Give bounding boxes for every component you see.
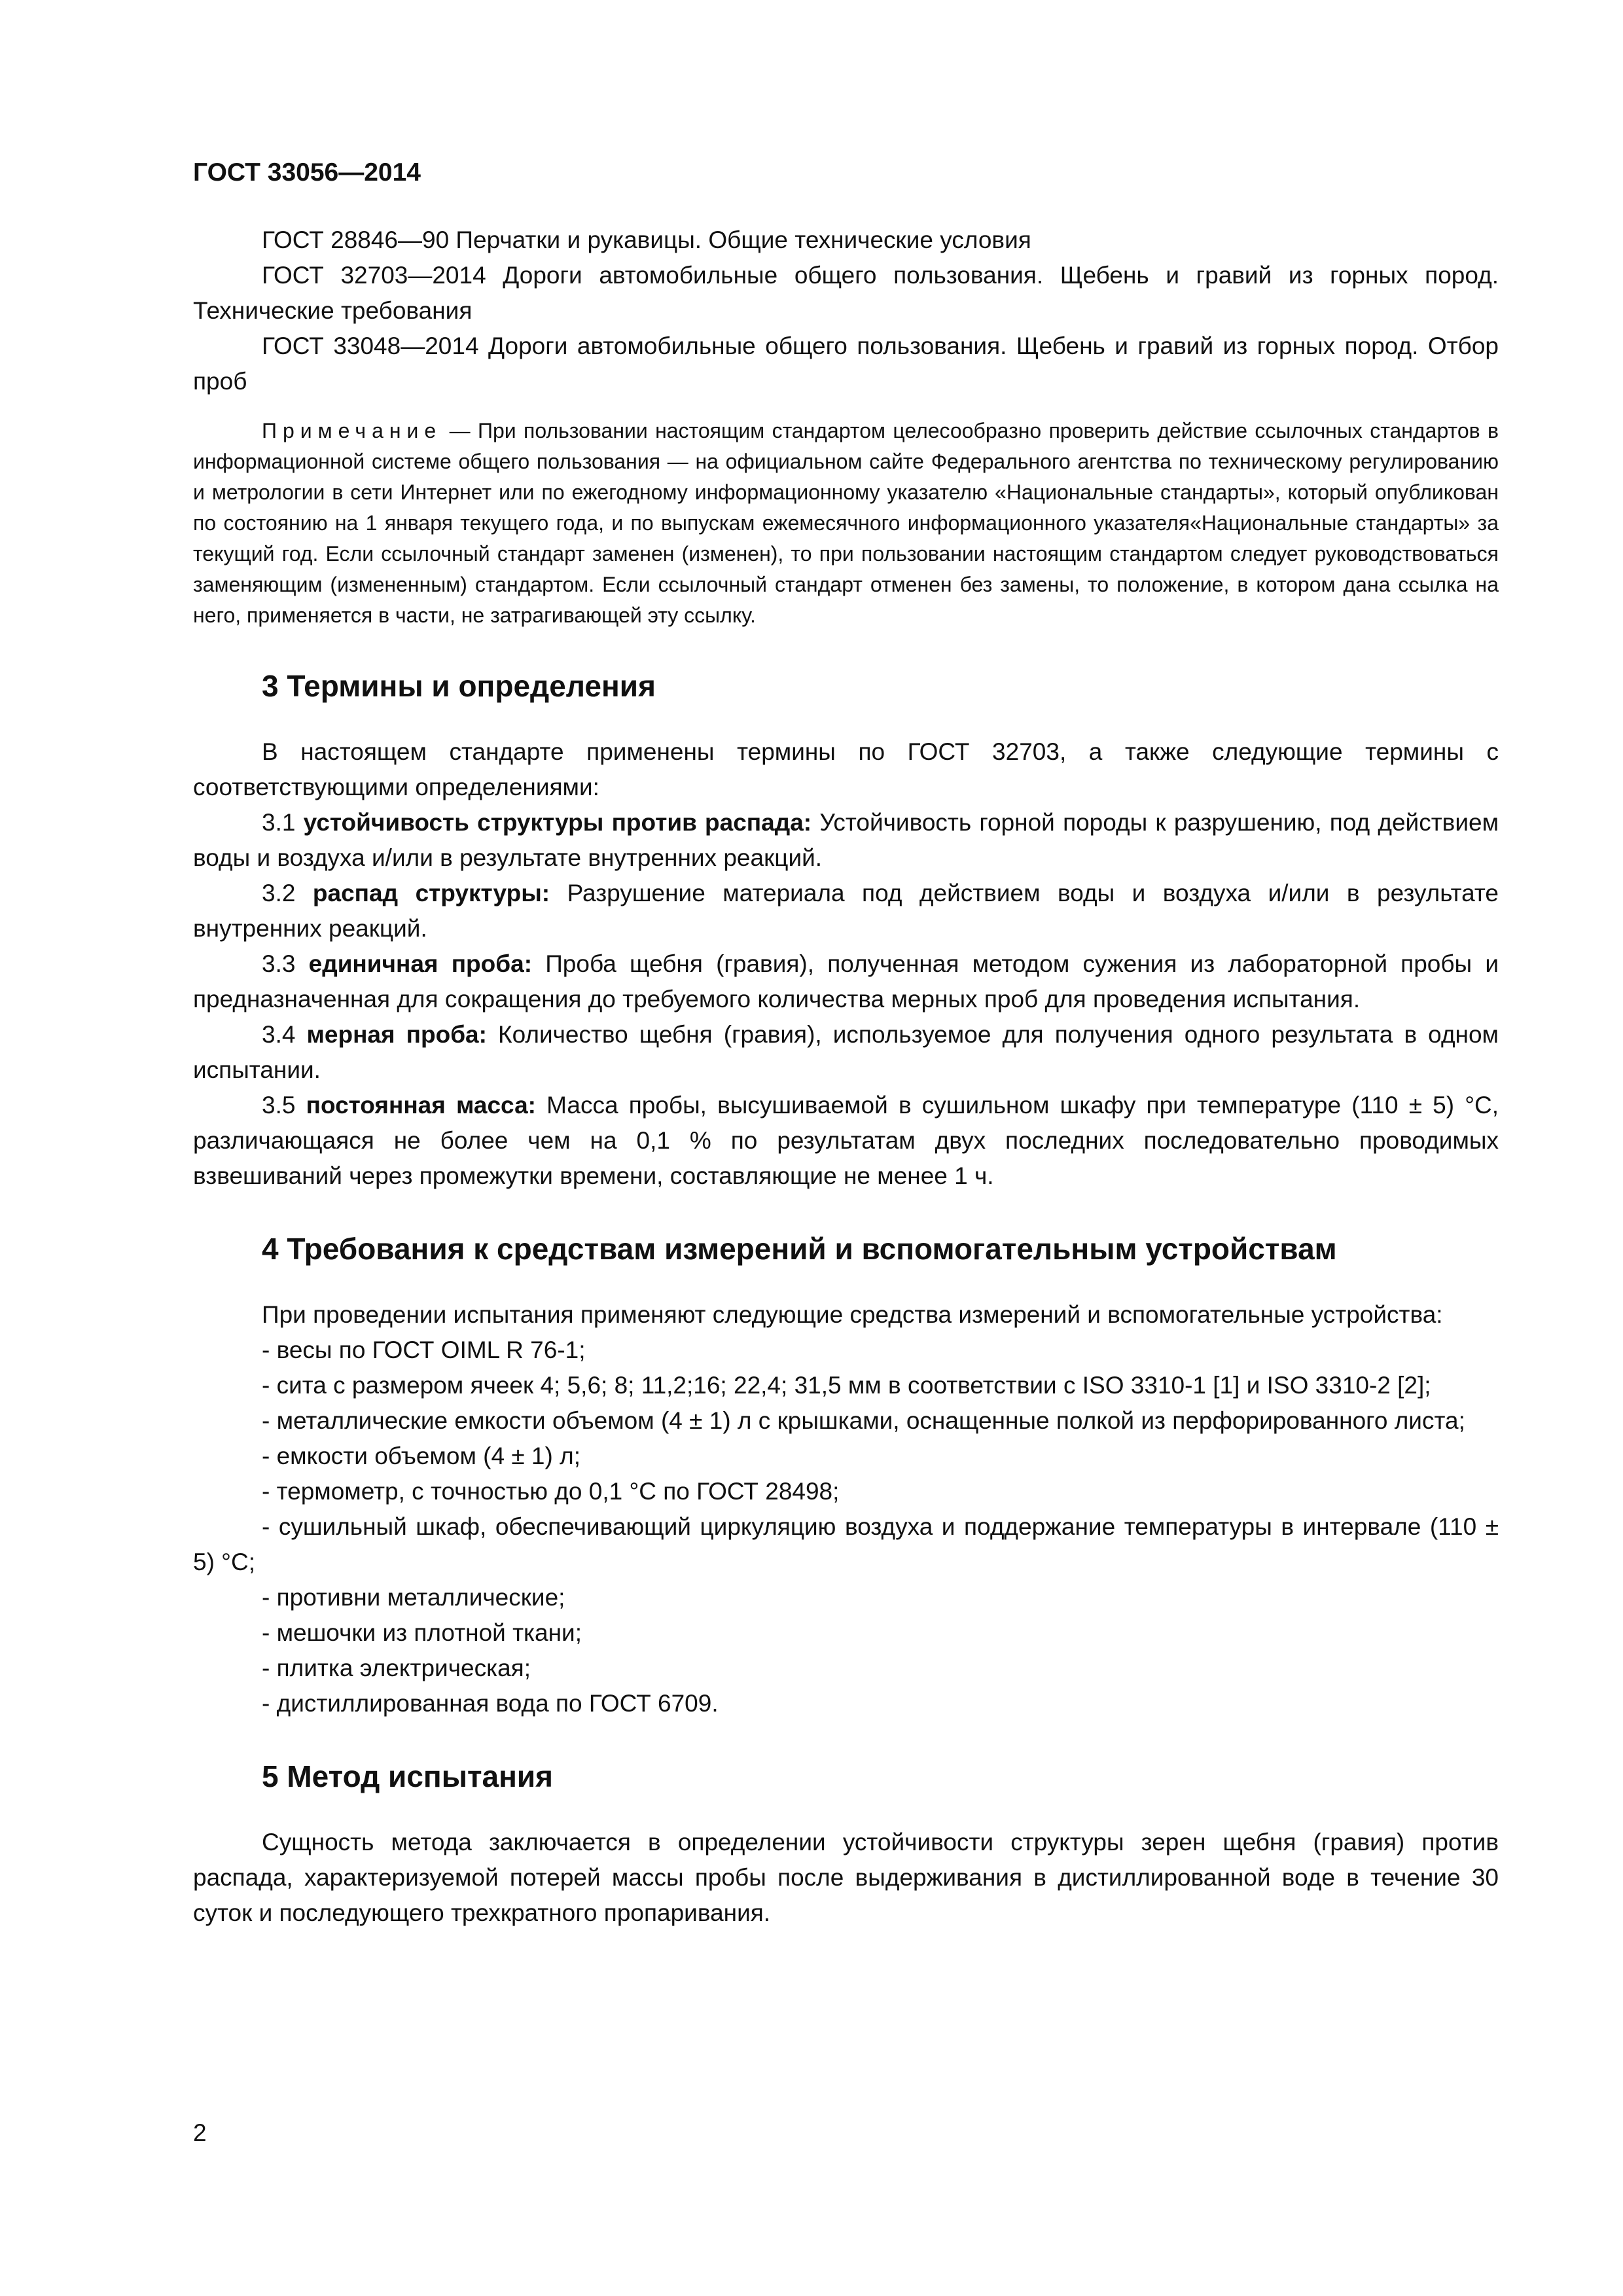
- term-text: Устойчивость горной породы к разрушению, под действием воды и воздуха и/или в результате внутренних реакций.: [193, 809, 1499, 871]
- note-prefix: Примечание: [262, 419, 442, 442]
- references-list: [193, 223, 1499, 399]
- equipment-item: - противни металлические;: [262, 1584, 565, 1611]
- term-text: Проба щебня (гравия), полученная методом сужения из лабораторной пробы и предназначенная для сокращения до требуемого количества мерных проб для проведения испытания.: [193, 950, 1499, 1013]
- term-text: Масса пробы, высушиваемой в сушильном шкафу при температуре (110 ± 5) °С, различающаяся не более чем на 0,1 % по результатам двух последних последовательно проводимых взвешиваний через промежутки времени, составляющие не менее 1 ч.: [193, 1092, 1499, 1189]
- equipment-item: - емкости объемом (4 ± 1) л;: [262, 1443, 580, 1469]
- section-5-body: [193, 1825, 1499, 1931]
- term-text: Количество щебня (гравия), используемое для получения одного результата в одном испытании.: [193, 1021, 1499, 1083]
- term-name: единичная проба:: [308, 950, 533, 977]
- equipment-item: - плитка электрическая;: [262, 1655, 531, 1681]
- page-number: 2: [193, 2119, 207, 2146]
- reference-item: ГОСТ 33048—2014 Дороги автомобильные общего пользования. Щебень и гравий из горных пород. Отбор проб: [193, 332, 1499, 395]
- equipment-item: - весы по ГОСТ OIML R 76-1;: [262, 1336, 586, 1363]
- section-5-text: Сущность метода заключается в определении устойчивости структуры зерен щебня (гравия) против распада, характеризуемой потерей массы пробы после выдерживания в дистиллированной воде в течение 30 суток и последующего трехкратного пропаривания.: [193, 1829, 1499, 1926]
- equipment-item: - сушильный шкаф, обеспечивающий циркуляцию воздуха и поддержание температуры в интервале (110 ± 5) °С;: [193, 1513, 1499, 1575]
- section-5-title: 5 Метод испытания: [262, 1759, 553, 1793]
- term-number: 3.4: [262, 1021, 296, 1048]
- term-name: мерная проба:: [306, 1021, 487, 1048]
- section-3-title: 3 Термины и определения: [262, 669, 656, 703]
- term-definition: [193, 1017, 1499, 1088]
- term-definition: [193, 876, 1499, 946]
- equipment-item: - термометр, с точностью до 0,1 °С по ГОСТ 28498;: [262, 1478, 840, 1505]
- equipment-item: - металлические емкости объемом (4 ± 1) л с крышками, оснащенные полкой из перфорированного листа;: [262, 1407, 1465, 1434]
- term-number: 3.5: [262, 1092, 296, 1119]
- reference-item: ГОСТ 28846—90 Перчатки и рукавицы. Общие технические условия: [262, 226, 1031, 253]
- term-name: распад структуры:: [312, 880, 550, 906]
- term-definition: [193, 805, 1499, 876]
- equipment-item: - мешочки из плотной ткани;: [262, 1619, 582, 1646]
- document-code-header: ГОСТ 33056—2014: [193, 158, 421, 187]
- equipment-item: - дистиллированная вода по ГОСТ 6709.: [262, 1690, 719, 1717]
- section-4-title: 4 Требования к средствам измерений и вспомогательным устройствам: [262, 1232, 1337, 1266]
- section-3-intro: В настоящем стандарте применены термины по ГОСТ 32703, а также следующие термины с соответствующими определениями:: [193, 738, 1499, 800]
- term-definition: [193, 1088, 1499, 1194]
- term-number: 3.1: [262, 809, 296, 836]
- section-4-intro: При проведении испытания применяют следующие средства измерений и вспомогательные устройства:: [262, 1301, 1443, 1328]
- term-number: 3.2: [262, 880, 296, 906]
- equipment-item: - сита с размером ячеек 4; 5,6; 8; 11,2;16; 22,4; 31,5 мм в соответствии с ISO 3310-1 [1] и ISO 3310-2 [2];: [262, 1372, 1431, 1399]
- reference-item: ГОСТ 32703—2014 Дороги автомобильные общего пользования. Щебень и гравий из горных пород. Технические требования: [193, 262, 1499, 324]
- term-definition: [193, 946, 1499, 1017]
- section-4-body: [193, 1297, 1499, 1721]
- section-3-body: [193, 734, 1499, 1194]
- term-name: постоянная масса:: [306, 1092, 536, 1119]
- note-paragraph: [193, 416, 1499, 631]
- term-name: устойчивость структуры против распада:: [303, 809, 812, 836]
- term-number: 3.3: [262, 950, 296, 977]
- note-text: — При пользовании настоящим стандартом целесообразно проверить действие ссылочных стандартов в информационной системе общего пользования — на официальном сайте Федерального агентства по техническому регулированию и метрологии в сети Интернет или по ежегодному информационному указателю «Национальные стандарты», который опубликован по состоянию на 1 января текущего года, и по выпускам ежемесячного информационного указателя«Национальные стандарты» за текущий год. Если ссылочный стандарт заменен (изменен), то при пользовании настоящим стандартом следует руководствоваться заменяющим (измененным) стандартом. Если ссылочный стандарт отменен без замены, то положение, в котором дана ссылка на него, применяется в части, не затрагивающей эту ссылку.: [193, 419, 1499, 627]
- term-text: Разрушение материала под действием воды и воздуха и/или в результате внутренних реакций.: [193, 880, 1499, 942]
